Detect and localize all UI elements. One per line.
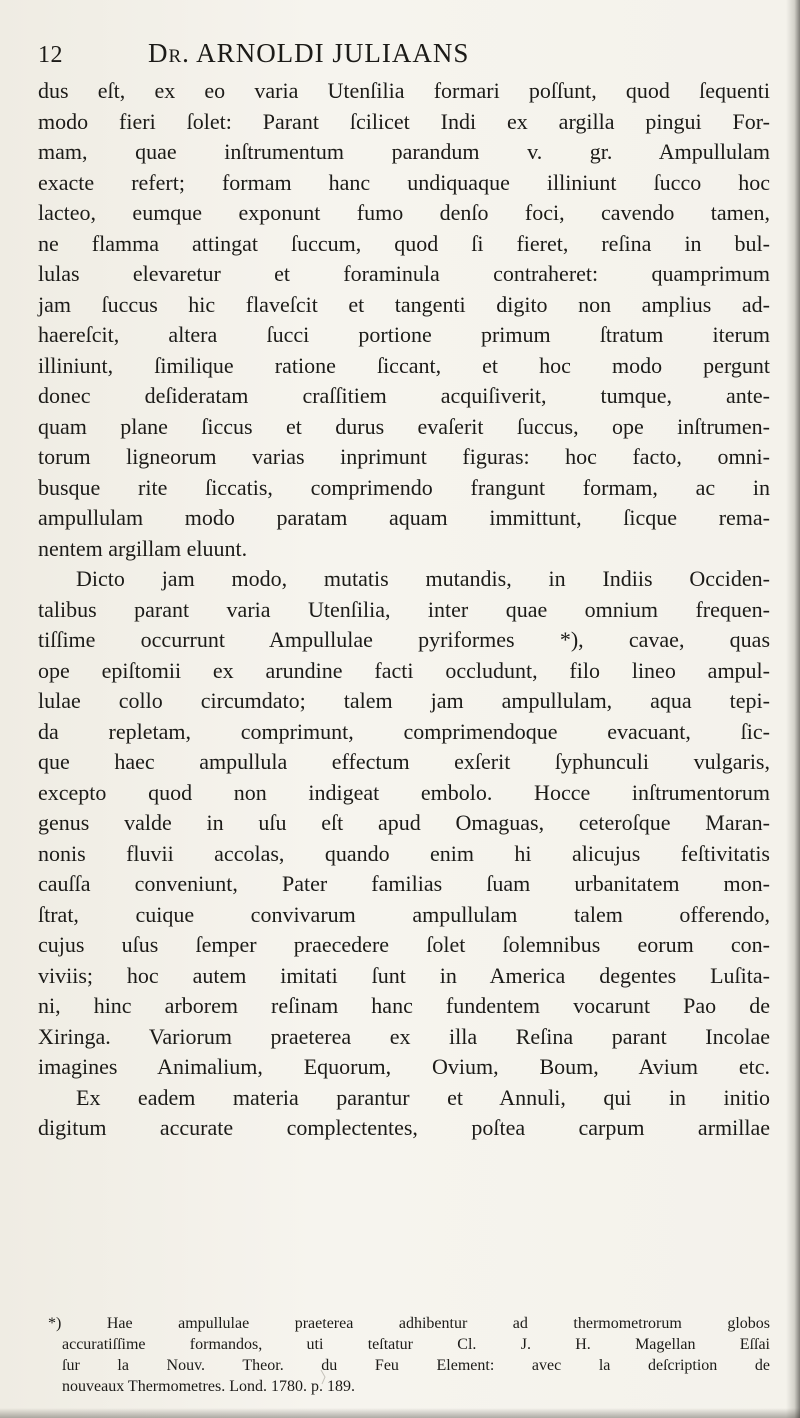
text-line: ſtrat, cuique convivarum ampullulam talem offerendo,	[38, 901, 770, 927]
page-number: 12	[38, 42, 63, 68]
text-line: lacteo, eumque exponunt fumo denſo foci, cavendo tamen,	[38, 200, 770, 225]
text-line: busque rite ſiccatis, comprimendo frangunt formam, ac in	[38, 474, 770, 500]
text-line: que haec ampullula effectum exſerit ſyphunculi vulgaris,	[38, 749, 770, 774]
ink-smudge	[320, 1368, 328, 1386]
text-line: illiniunt, ſimilique ratione ſiccant, et hoc modo pergunt	[38, 352, 770, 378]
footnote-line: nouveaux Thermometres. Lond. 1780. p. 189.	[62, 1378, 355, 1395]
text-line: mam, quae inſtrumentum parandum v. gr. Ampullulam	[38, 139, 770, 164]
text-line: ni, hinc arborem reſinam hanc fundentem vocarunt Pao de	[38, 993, 770, 1018]
text-line: excepto quod non indigeat embolo. Hocce inſtrumentorum	[38, 779, 770, 805]
text-line: ope epiſtomii ex arundine facti occludunt, filo lineo ampul-	[38, 657, 770, 683]
text-line: viviis; hoc autem imitati ſunt in America degentes Luſita-	[38, 962, 770, 988]
text-line: modo fieri ſolet: Parant ſcilicet Indi ex argilla pingui For-	[38, 108, 770, 134]
text-line: ampullulam modo paratam aquam immittunt, ſicque rema-	[38, 505, 770, 530]
text-line: ne flamma attingat ſuccum, quod ſi fieret, reſina in bul-	[38, 230, 770, 256]
text-line: Dicto jam modo, mutatis mutandis, in Indiis Occiden-	[76, 566, 770, 591]
text-line: cauſſa conveniunt, Pater familias ſuam urbanitatem mon-	[38, 871, 770, 896]
text-line: tiſſime occurrunt Ampullulae pyriformes *), cavae, quas	[38, 627, 770, 652]
text-line: torum ligneorum varias inprimunt figuras: hoc facto, omni-	[38, 444, 770, 469]
footnote-line: *) Hae ampullulae praeterea adhibentur ad thermometrorum globos	[48, 1315, 770, 1332]
footnotes	[48, 1313, 770, 1397]
text-line: haereſcit, altera ſucci portione primum ſtratum iterum	[38, 322, 770, 347]
text-line: lulas elevaretur et foraminula contraheret: quamprimum	[38, 261, 770, 286]
footnote-line: ſur la Nouv. Theor. du Feu Element: avec la deſcription de	[62, 1357, 770, 1374]
text-line: genus valde in uſu eſt apud Omaguas, ceteroſque Maran-	[38, 810, 770, 835]
footnote-line: accuratiſſime formandos, uti teſtatur Cl. J. H. Magellan Eſſai	[62, 1336, 770, 1353]
running-head: Dr. ARNOLDI JULIAANS	[148, 38, 470, 68]
text-line: talibus parant varia Utenſilia, inter quae omnium frequen-	[38, 596, 770, 622]
text-line: da repletam, comprimunt, comprimendoque evacuant, ſic-	[38, 718, 770, 744]
text-line: Xiringa. Variorum praeterea ex illa Reſina parant Incolae	[38, 1023, 770, 1049]
main-text	[38, 76, 770, 1144]
text-line: nentem argillam eluunt.	[38, 535, 248, 561]
text-line: nonis fluvii accolas, quando enim hi alicujus feſtivitatis	[38, 840, 770, 866]
page-header	[38, 38, 770, 78]
text-line: Ex eadem materia parantur et Annuli, qui in initio	[76, 1084, 770, 1110]
text-line: cujus uſus ſemper praecedere ſolet ſolemnibus eorum con-	[38, 932, 770, 957]
text-line: imagines Animalium, Equorum, Ovium, Boum, Avium etc.	[38, 1054, 770, 1079]
text-line: donec deſideratam craſſitiem acquiſiverit, tumque, ante-	[38, 383, 770, 408]
text-line: lulae collo circumdato; talem jam ampullulam, aqua tepi-	[38, 688, 770, 713]
text-line: exacte refert; formam hanc undiquaque illiniunt ſucco hoc	[38, 169, 770, 195]
text-line: dus eſt, ex eo varia Utenſilia formari poſſunt, quod ſequenti	[38, 78, 770, 103]
page-bottom-shadow	[0, 1408, 800, 1418]
page-edge-shadow	[786, 0, 800, 1418]
text-line: digitum accurate complectentes, poſtea carpum armillae	[38, 1115, 770, 1140]
text-line: jam ſuccus hic flaveſcit et tangenti digito non amplius ad-	[38, 291, 770, 317]
text-line: quam plane ſiccus et durus evaſerit ſuccus, ope inſtrumen-	[38, 413, 770, 439]
